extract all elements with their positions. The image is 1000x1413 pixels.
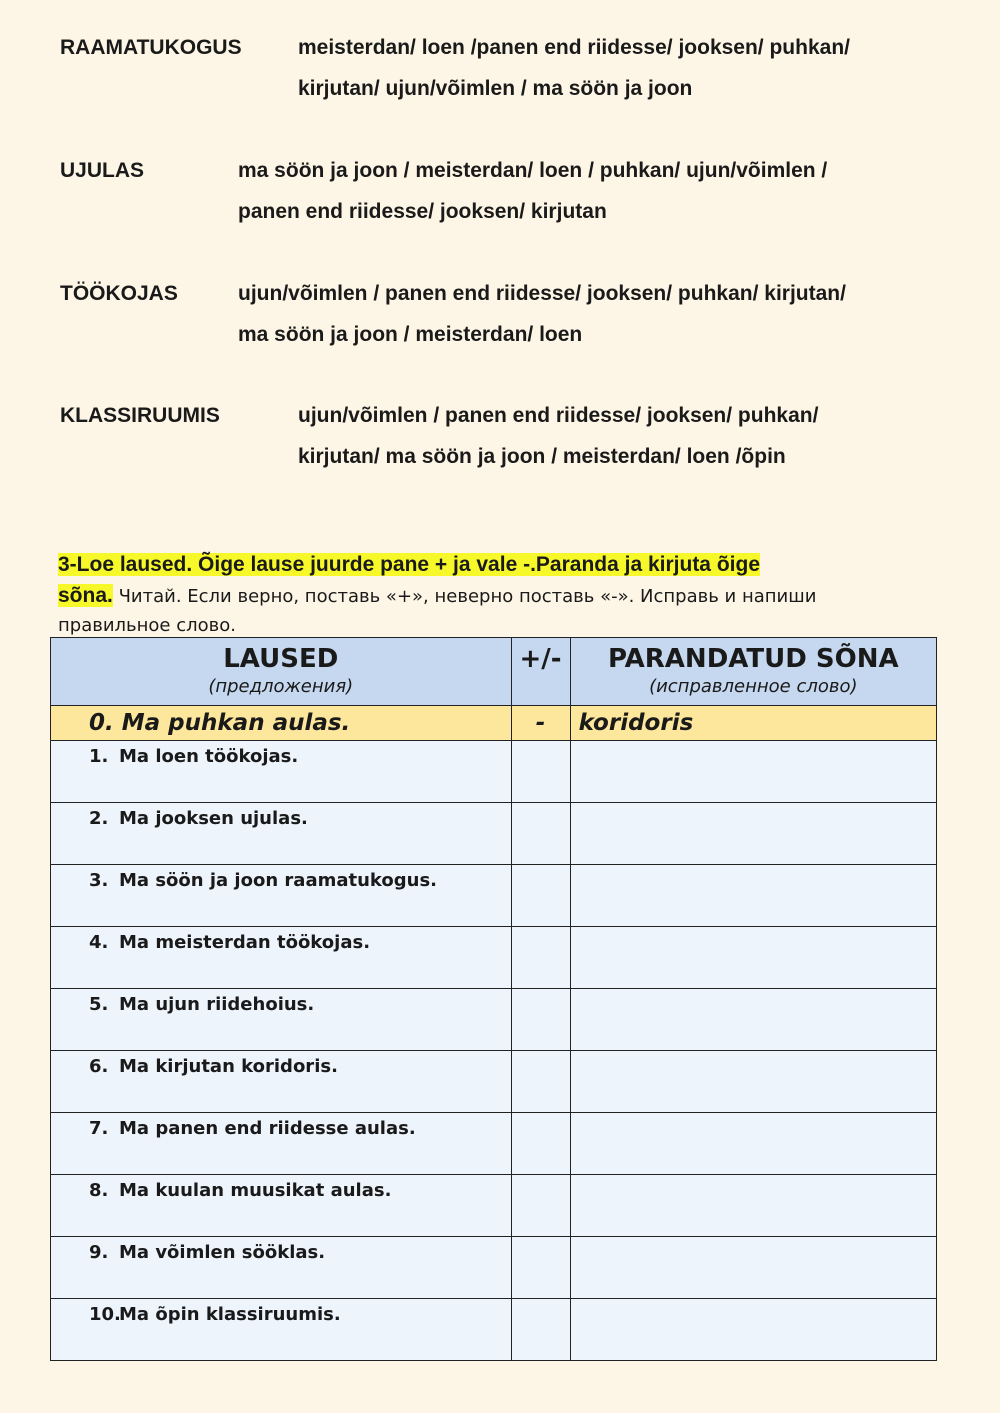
correction-cell[interactable]: [570, 1051, 936, 1113]
sentence-text: Ma söön ja joon raamatukogus.: [119, 870, 438, 891]
header-correction: [570, 638, 936, 706]
mark-cell[interactable]: [511, 741, 570, 803]
sentence-number: 8.: [89, 1180, 109, 1201]
place-label: UJULAS: [60, 159, 145, 182]
header-laused-title: LAUSED: [223, 644, 339, 674]
example-mark: -: [511, 706, 570, 741]
correction-cell[interactable]: [570, 741, 936, 803]
example-row: [51, 706, 937, 741]
place-label: KLASSIRUUMIS: [60, 404, 220, 427]
correction-cell[interactable]: [570, 1175, 936, 1237]
sentence-text: Ma võimlen sööklas.: [119, 1242, 326, 1263]
sentence-cell: [51, 1051, 512, 1113]
sentence-number: 10.: [89, 1304, 121, 1325]
header-correction-sub: (исправленное слово): [649, 676, 858, 697]
header-laused-sub: (предложения): [208, 676, 354, 697]
sentence-cell: [51, 1175, 512, 1237]
correction-cell[interactable]: [570, 803, 936, 865]
table-header-row: [51, 638, 937, 706]
header-correction-title: PARANDATUD SÕNA: [608, 644, 899, 674]
correction-cell[interactable]: [570, 989, 936, 1051]
table-row: [51, 865, 937, 927]
task-title-line2: sõna.: [58, 584, 113, 607]
mark-cell[interactable]: [511, 927, 570, 989]
mark-cell[interactable]: [511, 865, 570, 927]
activity-line: kirjutan/ ujun/võimlen / ma söön ja joon: [298, 77, 693, 100]
sentence-text: Ma panen end riidesse aulas.: [119, 1118, 416, 1139]
task-russian-text: Читай. Если верно, поставь «+», неверно поставь «-». Исправь и напиши правильное слово.: [58, 586, 817, 636]
task-instructions: [58, 581, 918, 640]
sentence-number: 3.: [89, 870, 109, 891]
sentence-cell: [51, 741, 512, 803]
sentence-text: Ma loen töökojas.: [119, 746, 299, 767]
mark-cell[interactable]: [511, 1299, 570, 1361]
activity-line: panen end riidesse/ jooksen/ kirjutan: [238, 200, 607, 223]
mark-cell[interactable]: [511, 803, 570, 865]
table-row: [51, 1299, 937, 1361]
sentence-text: Ma kuulan muusikat aulas.: [119, 1180, 392, 1201]
sentence-text: Ma jooksen ujulas.: [119, 808, 308, 829]
sentence-cell: [51, 865, 512, 927]
exercise-table: [50, 637, 937, 1361]
sentence-text: Ma õpin klassiruumis.: [119, 1304, 341, 1325]
sentence-number: 4.: [89, 932, 109, 953]
place-label: RAAMATUKOGUS: [60, 36, 242, 59]
activity-line: ujun/võimlen / panen end riidesse/ jooksen/ puhkan/ kirjutan/: [238, 282, 846, 305]
table-row: [51, 803, 937, 865]
sentence-number: 7.: [89, 1118, 109, 1139]
table-row: [51, 1175, 937, 1237]
activity-line: ujun/võimlen / panen end riidesse/ jooksen/ puhkan/: [298, 404, 819, 427]
correction-cell[interactable]: [570, 1299, 936, 1361]
table-row: [51, 1051, 937, 1113]
table-row: [51, 1237, 937, 1299]
sentence-number: 1.: [89, 746, 109, 767]
example-correction: koridoris: [570, 706, 936, 741]
sentence-text: Ma meisterdan töökojas.: [119, 932, 371, 953]
sentence-cell: [51, 803, 512, 865]
task-title: [58, 551, 898, 579]
header-mark-title: +/-: [519, 644, 562, 674]
mark-cell[interactable]: [511, 989, 570, 1051]
mark-cell[interactable]: [511, 1175, 570, 1237]
mark-cell[interactable]: [511, 1237, 570, 1299]
sentence-cell: [51, 1237, 512, 1299]
task-title-line1: 3-Loe laused. Õige lause juurde pane + ja vale -.Paranda ja kirjuta õige: [58, 553, 760, 576]
sentence-text: Ma kirjutan koridoris.: [119, 1056, 338, 1077]
correction-cell[interactable]: [570, 927, 936, 989]
table-row: [51, 989, 937, 1051]
sentence-cell: [51, 1299, 512, 1361]
header-laused: [51, 638, 512, 706]
sentence-number: 6.: [89, 1056, 109, 1077]
correction-cell[interactable]: [570, 865, 936, 927]
correction-cell[interactable]: [570, 1237, 936, 1299]
activity-line: ma söön ja joon / meisterdan/ loen: [238, 323, 583, 346]
activity-line: kirjutan/ ma söön ja joon / meisterdan/ loen /õpin: [298, 445, 786, 468]
correction-cell[interactable]: [570, 1113, 936, 1175]
activity-line: meisterdan/ loen /panen end riidesse/ jooksen/ puhkan/: [298, 36, 850, 59]
sentence-cell: [51, 927, 512, 989]
sentence-cell: [51, 1113, 512, 1175]
sentence-number: 2.: [89, 808, 109, 829]
sentence-number: 5.: [89, 994, 109, 1015]
example-sentence: 0. Ma puhkan aulas.: [51, 706, 512, 741]
mark-cell[interactable]: [511, 1113, 570, 1175]
mark-cell[interactable]: [511, 1051, 570, 1113]
activity-line: ma söön ja joon / meisterdan/ loen / puhkan/ ujun/võimlen /: [238, 159, 828, 182]
table-row: [51, 927, 937, 989]
table-row: [51, 1113, 937, 1175]
sentence-cell: [51, 989, 512, 1051]
place-label: TÖÖKOJAS: [60, 282, 178, 305]
table-row: [51, 741, 937, 803]
sentence-text: Ma ujun riidehoius.: [119, 994, 315, 1015]
sentence-number: 9.: [89, 1242, 109, 1263]
header-mark: [511, 638, 570, 706]
